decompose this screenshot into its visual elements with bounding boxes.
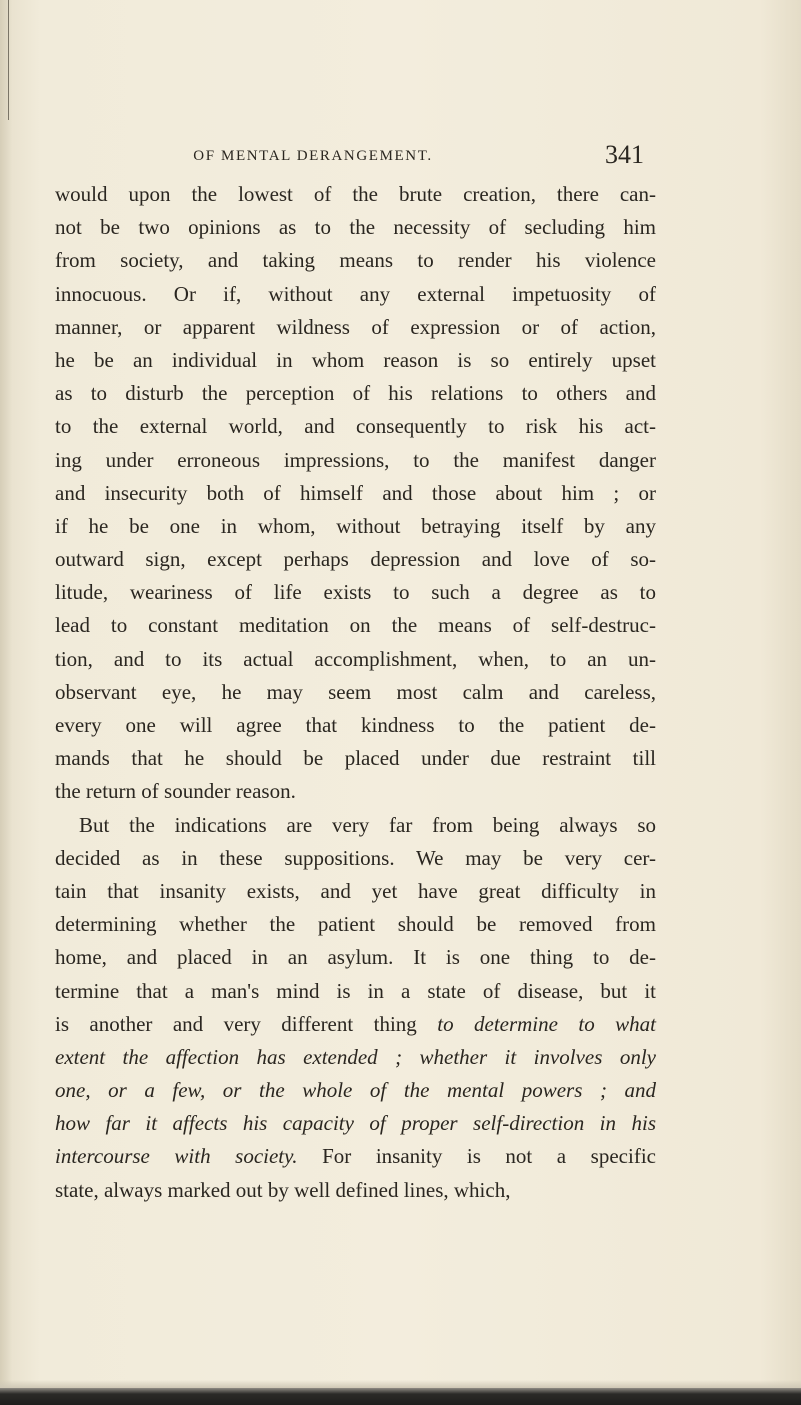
body-text bbox=[55, 178, 656, 1207]
text-segment: But the indications are very far from being always so bbox=[79, 812, 656, 837]
text-line bbox=[55, 875, 656, 908]
page-bottom-edge bbox=[0, 1388, 801, 1405]
text-line bbox=[55, 1140, 656, 1173]
text-line bbox=[55, 842, 656, 875]
text-segment: For insanity is not a specific bbox=[297, 1144, 656, 1169]
italic-text-segment: one, or a few, or the whole of the mental powers ; and bbox=[55, 1078, 656, 1103]
gutter-rule bbox=[8, 0, 9, 120]
text-line bbox=[55, 543, 656, 576]
text-line bbox=[55, 1041, 656, 1074]
text-line bbox=[55, 809, 656, 842]
text-line bbox=[55, 244, 656, 277]
running-title: OF MENTAL DERANGEMENT. bbox=[193, 148, 433, 164]
text-segment: termine that a man's mind is in a state of disease, but it bbox=[55, 978, 656, 1003]
text-line bbox=[55, 975, 656, 1008]
text-line bbox=[55, 510, 656, 543]
text-segment: lead to constant meditation on the means of self-destruc- bbox=[55, 613, 656, 638]
text-segment: litude, weariness of life exists to such a degree as to bbox=[55, 580, 656, 605]
text-segment: not be two opinions as to the necessity of secluding him bbox=[55, 215, 656, 240]
text-segment: would upon the lowest of the brute creation, there can- bbox=[55, 182, 656, 206]
text-line bbox=[55, 609, 656, 642]
text-segment: tion, and to its actual accomplishment, when, to an un- bbox=[55, 646, 656, 671]
text-segment: the return of sounder reason. bbox=[55, 779, 296, 804]
italic-text-segment: extent the affection has extended ; whether it involves only bbox=[55, 1044, 656, 1069]
text-segment: determining whether the patient should be removed from bbox=[55, 912, 656, 937]
text-line bbox=[55, 211, 656, 244]
text-segment: to the external world, and consequently to risk his act- bbox=[55, 414, 656, 439]
text-line bbox=[55, 941, 656, 974]
text-line bbox=[55, 643, 656, 676]
text-line bbox=[55, 1174, 656, 1207]
text-segment: manner, or apparent wildness of expression or of action, bbox=[55, 314, 656, 339]
page-bottom-shade bbox=[0, 1380, 801, 1388]
text-line bbox=[55, 676, 656, 709]
text-segment: is another and very different thing bbox=[55, 1011, 438, 1036]
text-line bbox=[55, 1107, 656, 1140]
text-line bbox=[55, 908, 656, 941]
text-segment: he be an individual in whom reason is so entirely upset bbox=[55, 347, 656, 372]
page-gutter-shadow bbox=[0, 0, 12, 1405]
text-line bbox=[55, 709, 656, 742]
text-line bbox=[55, 477, 656, 510]
text-segment: observant eye, he may seem most calm and careless, bbox=[55, 679, 656, 704]
text-segment: tain that insanity exists, and yet have great difficulty in bbox=[55, 878, 656, 903]
text-segment: mands that he should be placed under due restraint till bbox=[55, 746, 656, 771]
text-segment: as to disturb the perception of his relations to others and bbox=[55, 381, 656, 406]
running-head bbox=[88, 140, 644, 180]
text-line bbox=[55, 444, 656, 477]
text-line bbox=[55, 576, 656, 609]
text-segment: from society, and taking means to render his violence bbox=[55, 248, 656, 273]
text-segment: outward sign, except perhaps depression and love of so- bbox=[55, 547, 656, 572]
page-number: 341 bbox=[605, 140, 644, 169]
italic-text-segment: to determine to what bbox=[437, 1011, 656, 1036]
text-segment: innocuous. Or if, without any external impetuosity of bbox=[55, 281, 656, 306]
italic-text-segment: how far it affects his capacity of proper self-direction in his bbox=[55, 1111, 656, 1136]
italic-text-segment: intercourse with society. bbox=[55, 1144, 298, 1169]
text-line bbox=[55, 742, 656, 775]
text-segment: home, and placed in an asylum. It is one thing to de- bbox=[55, 945, 656, 970]
text-segment: if he be one in whom, without betraying itself by any bbox=[55, 513, 656, 538]
text-line bbox=[55, 410, 656, 443]
text-line bbox=[55, 311, 656, 344]
text-segment: every one will agree that kindness to the patient de- bbox=[55, 713, 656, 737]
text-line bbox=[55, 344, 656, 377]
text-segment: and insecurity both of himself and those about him ; or bbox=[55, 480, 656, 505]
text-line bbox=[55, 1074, 656, 1107]
text-segment: decided as in these suppositions. We may be very cer- bbox=[55, 845, 656, 870]
text-line bbox=[55, 278, 656, 311]
text-line bbox=[55, 775, 656, 808]
text-segment: ing under erroneous impressions, to the manifest danger bbox=[55, 447, 656, 472]
text-line bbox=[55, 1008, 656, 1041]
text-segment: state, always marked out by well defined lines, which, bbox=[55, 1177, 511, 1202]
text-line bbox=[55, 377, 656, 410]
text-line bbox=[55, 178, 656, 211]
